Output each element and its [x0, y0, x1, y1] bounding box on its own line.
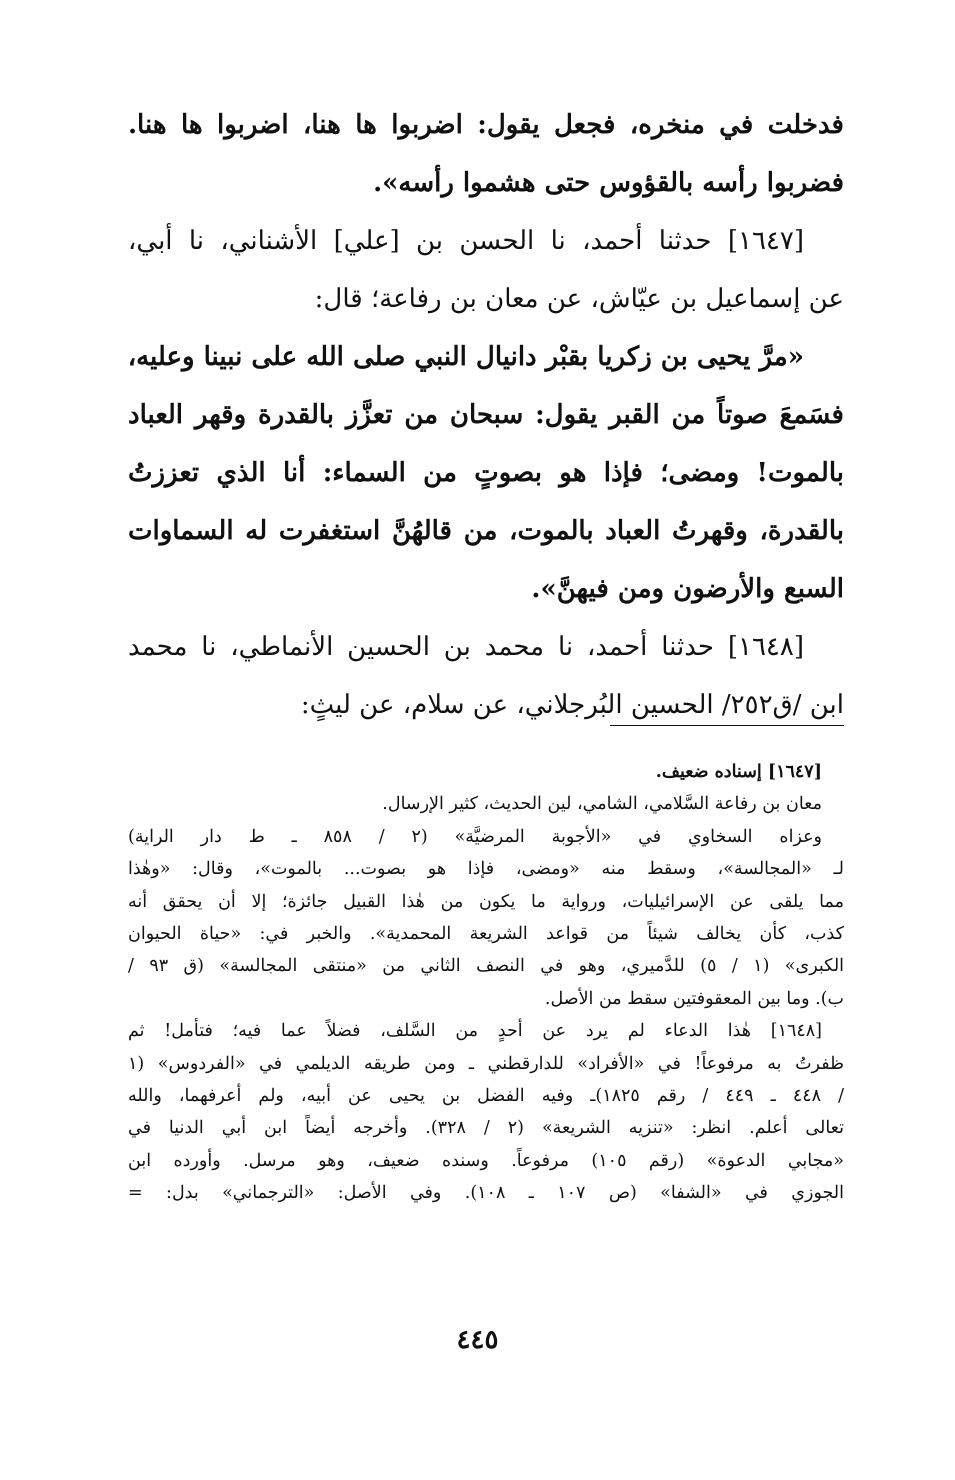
footnote-line: «مجابي الدعوة» (رقم ١٠٥) مرفوعاً. وسنده ضعيف، وهو مرسل. وأورده ابن [128, 1150, 844, 1171]
footnote-line: ظفرتُ به مرفوعاً! في «الأفراد» للدارقطني ـ ومن طريقه الديلمي في «الفردوس» (١ [128, 1053, 844, 1074]
main-text [128, 96, 844, 734]
footnote-line: / ٤٤٨ ـ ٤٤٩ / رقم ١٨٢٥)ـ وفيه الفضل بن يحيى عن أبيه، ولم أعرفهما، والله [128, 1085, 844, 1106]
footnote-line: لـ «المجالسة»، وسقط منه «ومضى، فإذا هو بصوت... بالموت»، وقال: «وهٰذا [128, 859, 844, 880]
main-text-line: السبع والأرضون ومن فيهنَّ». [531, 574, 844, 604]
hadith-number-line: [١٦٤٨] حدثنا أحمد، نا محمد بن الحسين الأنماطي، نا محمد [128, 632, 804, 662]
footnote-line: وعزاه السخاوي في «الأجوبة المرضيَّة» (٢ / ٨٥٨ ـ ط دار الراية) [128, 826, 822, 847]
footnote-line: معان بن رفاعة السَّلامي، الشامي، لين الحديث، كثير الإرسال. [382, 794, 822, 815]
footnote-line: تعالى أعلم. انظر: «تنزيه الشريعة» (٢ / ٣٢٨). وأخرجه أيضاً ابن أبي الدنيا في [128, 1118, 844, 1139]
page-number: ٤٤٥ [456, 1325, 499, 1355]
footnote-line: الكبرى» (١ / ٥) للدَّميري، وهو في النصف الثاني من «منتقى المجالسة» (ق ٩٣ / [128, 956, 845, 977]
footnote-line: [١٦٤٧] إسناده ضعيف. [655, 762, 822, 782]
main-text-line: فدخلت في منخره، فجعل يقول: اضربوا ها هنا، اضربوا ها هنا. [128, 110, 844, 140]
main-text-line: فسَمعَ صوتاً من القبر يقول: سبحان من تعزَّز بالقدرة وقهر العباد [128, 400, 844, 430]
footnote-line: كذب، كأن يخالف شيئاً من قواعد الشريعة المحمدية». والخبر في: «حياة الحيوان [128, 923, 844, 944]
main-text-line: عن إسماعيل بن عيّاش، عن معان بن رفاعة؛ قال: [314, 284, 844, 314]
main-text-line: ابن /ق٢٥٢/ الحسين البُرجلاني، عن سلام، عن ليثٍ: [300, 690, 844, 720]
footnote-separator [610, 725, 844, 726]
footnote-line: مما يلقى عن الإسرائيليات، ورواية ما يكون من هٰذا القبيل جائزة؛ إلا أن يحقق أنه [128, 891, 844, 912]
main-text-line: بالموت! ومضى؛ فإذا هو بصوتٍ من السماء: أنا الذي تعززتُ [128, 458, 844, 488]
footnote-line: ب). وما بين المعقوفتين سقط من الأصل. [544, 988, 844, 1009]
main-text-line: بالقدرة، وقهرتُ العباد بالموت، من قالهُنَّ استغفرت له السماوات [128, 516, 844, 546]
main-text-line: فضربوا رأسه بالقؤوس حتى هشموا رأسه». [373, 168, 844, 198]
footnote-line: الجوزي في «الشفا» (ص ١٠٧ ـ ١٠٨). وفي الأصل: «الترجماني» بدل: = [128, 1183, 844, 1204]
footnotes [128, 756, 844, 1209]
hadith-number-line: [١٦٤٧] حدثنا أحمد، نا الحسن بن [علي] الأشناني، نا أبي، [128, 226, 804, 256]
main-text-line: «مرَّ يحيى بن زكريا بقبْر دانيال النبي صلى الله على نبينا وعليه، [127, 342, 804, 372]
footnote-line: [١٦٤٨] هٰذا الدعاء لم يرد عن أحدٍ من السَّلف، فضلاً عما فيه؛ فتأمل! ثم [128, 1021, 822, 1042]
